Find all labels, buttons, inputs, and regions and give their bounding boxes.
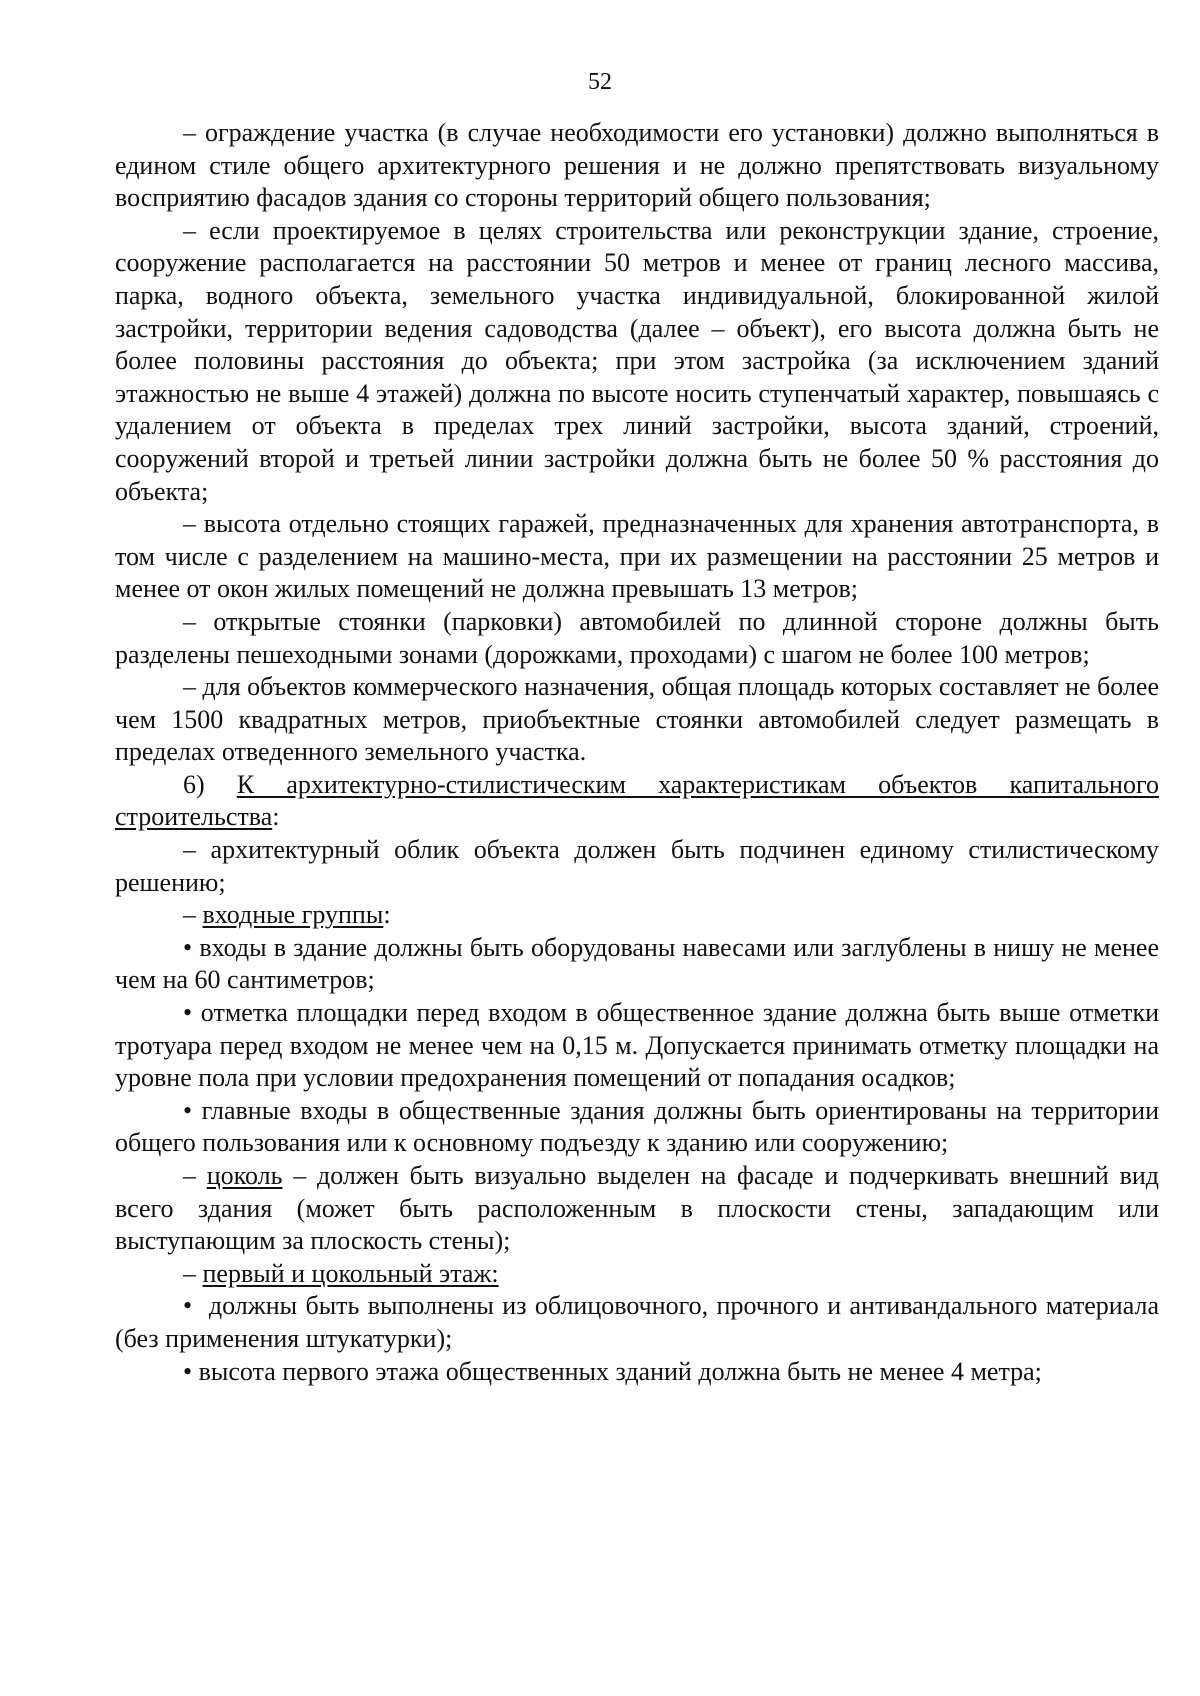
paragraph-first-floor	[115, 1258, 1159, 1291]
bullet-text: должны быть выполнены из облицовочного, прочного и антивандального материала (без применения штукатурки);	[115, 1291, 1159, 1353]
document-body	[115, 117, 1159, 1388]
paragraph-garage-height: – высота отдельно стоящих гаражей, предназначенных для хранения автотранспорта, в том числе с разделением на машино-места, при их размещении на расстоянии 25 метров и менее от окон жилых помещений не должна превышать 13 метров;	[115, 509, 1159, 604]
bullet-facing-material	[115, 1290, 1159, 1355]
first-floor-heading: первый и цокольный этаж:	[202, 1258, 499, 1288]
entrance-groups-dash: –	[183, 900, 203, 930]
bullet-text: главные входы в общественные здания должны быть ориентированы на территории общего пользования или к основному подъезду к зданию или сооружению;	[115, 1095, 1159, 1158]
paragraph-architectural-look: – архитектурный облик объекта должен быть подчинен единому стилистическому решению;	[115, 835, 1159, 897]
entrance-groups-colon: :	[383, 900, 391, 930]
section-6-heading: К архитектурно-стилистическим характеристикам объектов капитального строительства	[115, 769, 1159, 832]
bullet-icon	[183, 933, 199, 962]
bullet-text: входы в здание должны быть оборудованы навесами или заглублены в нишу не менее чем на 60 сантиметров;	[115, 932, 1159, 995]
bullet-icon	[183, 1096, 202, 1125]
bullet-icon	[183, 1291, 201, 1320]
paragraph-parking-zones: – открытые стоянки (парковки) автомобилей по длинной стороне должны быть разделены пешеходными зонами (дорожками, проходами) с шагом не более 100 метров;	[115, 606, 1159, 669]
paragraph-commercial-parking: – для объектов коммерческого назначения, общая площадь которых составляет не более чем 1500 квадратных метров, приобъектные стоянки автомобилей следует размещать в пределах отведенного земельного участка.	[115, 672, 1159, 767]
paragraph-entrance-groups	[115, 899, 1159, 932]
section-6-colon: :	[272, 802, 280, 832]
paragraph-plinth	[115, 1160, 1159, 1258]
bullet-icon	[183, 1357, 199, 1386]
bullet-platform-level	[115, 997, 1159, 1095]
paragraph-section-6	[115, 769, 1159, 834]
bullet-icon	[183, 998, 201, 1027]
plinth-heading: цоколь	[206, 1161, 283, 1190]
paragraph-fence: – ограждение участка (в случае необходимости его установки) должно выполняться в едином стиле общего архитектурного решения и не должно препятствовать визуальному восприятию фасадов здания со стороны территорий общего пользования;	[115, 118, 1159, 213]
bullet-first-floor-height	[115, 1356, 1159, 1389]
page-number: 52	[588, 69, 612, 95]
entrance-groups-heading: входные группы	[202, 900, 384, 930]
paragraph-building-height: – если проектируемое в целях строительства или реконструкции здание, строение, сооружение располагается на расстоянии 50 метров и менее от границ лесного массива, парка, водного объекта, земельного участка индивидуальной, блокированной жилой застройки, территории ведения садоводства (далее – объект), его высота должна быть не более половины расстояния до объекта; при этом застройка (за исключением зданий этажностью не выше 4 этажей) должна по высоте носить ступенчатый характер, повышаясь с удалением от объекта в пределах трех линий застройки, высота зданий, строений, сооружений второй и третьей линии застройки должна быть не более 50 % расстояния до объекта;	[115, 215, 1159, 506]
bullet-text: отметка площадки перед входом в общественное здание должна быть выше отметки тротуара перед входом не менее чем на 0,15 м. Допускается принимать отметку площадки на уровне пола при условии предохранения помещений от попадания осадков;	[115, 998, 1159, 1093]
first-floor-dash: –	[183, 1258, 203, 1288]
bullet-main-entrances	[115, 1095, 1159, 1160]
bullet-entrance-canopies	[115, 932, 1159, 997]
section-6-number: 6)	[183, 769, 237, 799]
bullet-text: высота первого этажа общественных зданий должна быть не менее 4 метра;	[198, 1356, 1042, 1386]
plinth-dash: –	[183, 1161, 207, 1190]
plinth-text: – должен быть визуально выделен на фасаде и подчеркивать внешний вид всего здания (может быть расположенным в плоскости стены, западающим или выступающим за плоскость стены);	[115, 1161, 1159, 1256]
